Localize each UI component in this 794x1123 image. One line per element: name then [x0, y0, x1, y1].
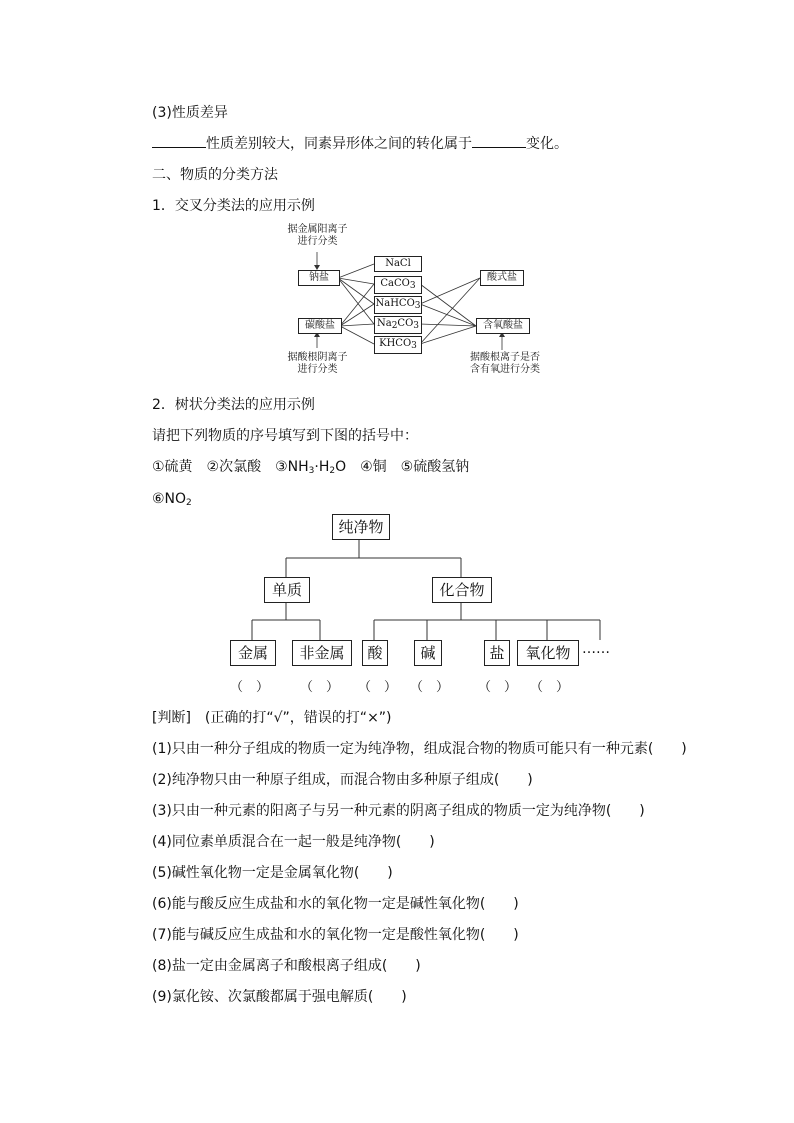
- judge-item-2: (2)纯净物只由一种原子组成，而混合物由多种原子组成( ): [152, 772, 533, 788]
- answer-paren-nonmetal[interactable]: （ ）: [300, 680, 340, 695]
- cross-top-label-line1: 据金属阳离子: [287, 224, 348, 235]
- items-text-b: ·H: [314, 459, 330, 475]
- judge-item-9: (9)氯化铵、次氯酸都属于强电解质( ): [152, 989, 407, 1005]
- cross-bottom-right-line1: 据酸根离子是否: [470, 352, 540, 363]
- judge-item-4: (4)同位素单质混合在一起一般是纯净物( ): [152, 834, 435, 850]
- khco3-sub: 3: [411, 341, 417, 351]
- section3-text-b: 变化。: [526, 136, 568, 152]
- tree-base: 碱: [414, 640, 442, 666]
- items-nh-sub: 3: [308, 466, 315, 476]
- answer-paren-base[interactable]: （ ）: [410, 680, 450, 695]
- cross-bottom-left-line2: 进行分类: [297, 364, 338, 375]
- section3-text-a: 性质差别较大，同素异形体之间的转化属于: [206, 136, 472, 152]
- judge-item-1: (1)只由一种分子组成的物质一定为纯净物，组成混合物的物质可能只有一种元素( ): [152, 741, 687, 757]
- subheading-cross-classification: 1．交叉分类法的应用示例: [152, 198, 315, 214]
- judge-item-8: (8)盐一定由金属离子和酸根离子组成( ): [152, 958, 421, 974]
- box-nahco3: [374, 296, 422, 314]
- khco3-text: KHCO: [379, 338, 412, 349]
- tree-lines: [228, 512, 628, 702]
- nahco3-sub: 3: [414, 301, 421, 311]
- cross-top-label: [280, 224, 355, 248]
- cross-bottom-left-line1: 据酸根阴离子: [287, 352, 348, 363]
- judge-item-5: (5)碱性氧化物一定是金属氧化物( ): [152, 865, 393, 881]
- nacl-text: NaCl: [385, 258, 411, 269]
- box-carbonate: 碳酸盐: [298, 318, 342, 334]
- tree-classification-diagram: [228, 512, 628, 702]
- judge-item-3: (3)只由一种元素的阳离子与另一种元素的阴离子组成的物质一定为纯净物( ): [152, 803, 645, 819]
- caco3-text: CaCO: [380, 278, 410, 289]
- subheading-tree-classification: 2．树状分类法的应用示例: [152, 397, 315, 413]
- tree-oxide: 氧化物: [517, 640, 579, 666]
- cross-classification-diagram: [270, 222, 560, 382]
- fill-blank-1[interactable]: [152, 135, 206, 148]
- items-text-a: ①硫黄 ②次氯酸 ③NH: [152, 459, 309, 475]
- na2co3-tail-sub: 3: [413, 321, 420, 331]
- tree-nonmetal: 非金属: [292, 640, 352, 666]
- tree-ellipsis: ……: [582, 641, 610, 657]
- item-6: [152, 490, 192, 512]
- heading-classification-methods: 二、物质的分类方法: [152, 167, 278, 183]
- box-caco3: [374, 276, 422, 294]
- items-line: [152, 458, 469, 480]
- cross-bottom-left-label: [275, 352, 360, 376]
- answer-paren-metal[interactable]: （ ）: [230, 680, 270, 695]
- section3-text: [152, 135, 568, 153]
- cross-bottom-right-line2: 含有氧进行分类: [470, 364, 540, 375]
- items-text-c: O ④铜 ⑤硫酸氢钠: [335, 459, 470, 475]
- instruction: 请把下列物质的序号填写到下图的括号中：: [152, 428, 418, 444]
- tree-element: 单质: [264, 577, 310, 603]
- fill-blank-2[interactable]: [472, 135, 526, 148]
- na2co3-text: Na: [376, 318, 392, 329]
- answer-paren-oxide[interactable]: （ ）: [530, 680, 570, 695]
- tree-compound: 化合物: [432, 577, 492, 603]
- box-sodium-salt: 钠盐: [298, 270, 340, 286]
- nahco3-text: NaHCO: [375, 298, 415, 309]
- na2co3-tail: CO: [397, 318, 414, 329]
- tree-metal: 金属: [230, 640, 276, 666]
- judge-item-6: (6)能与酸反应生成盐和水的氧化物一定是碱性氧化物( ): [152, 896, 519, 912]
- tree-acid: 酸: [362, 640, 388, 666]
- caco3-sub: 3: [409, 281, 416, 291]
- item6-text: ⑥NO: [152, 491, 187, 507]
- tree-root-pure-substance: 纯净物: [332, 514, 390, 540]
- tree-salt: 盐: [484, 640, 510, 666]
- box-oxysalt: 含氧酸盐: [476, 318, 530, 334]
- answer-paren-acid[interactable]: （ ）: [358, 680, 398, 695]
- judge-header: [判断] (正确的打“√”，错误的打“×”): [152, 710, 392, 726]
- section3-title: (3)性质差异: [152, 105, 228, 121]
- answer-paren-salt[interactable]: （ ）: [478, 680, 518, 695]
- na2co3-sub: 2: [391, 321, 398, 331]
- box-nacl: [374, 256, 422, 272]
- box-na2co3: [374, 316, 422, 334]
- item6-sub: 2: [186, 498, 192, 508]
- judge-item-7: (7)能与碱反应生成盐和水的氧化物一定是酸性氧化物( ): [152, 927, 519, 943]
- box-acid-salt: 酸式盐: [480, 270, 524, 286]
- box-khco3: [374, 336, 422, 354]
- cross-top-label-line2: 进行分类: [297, 236, 338, 247]
- items-h-sub: 2: [329, 466, 336, 476]
- cross-bottom-right-label: [460, 352, 550, 376]
